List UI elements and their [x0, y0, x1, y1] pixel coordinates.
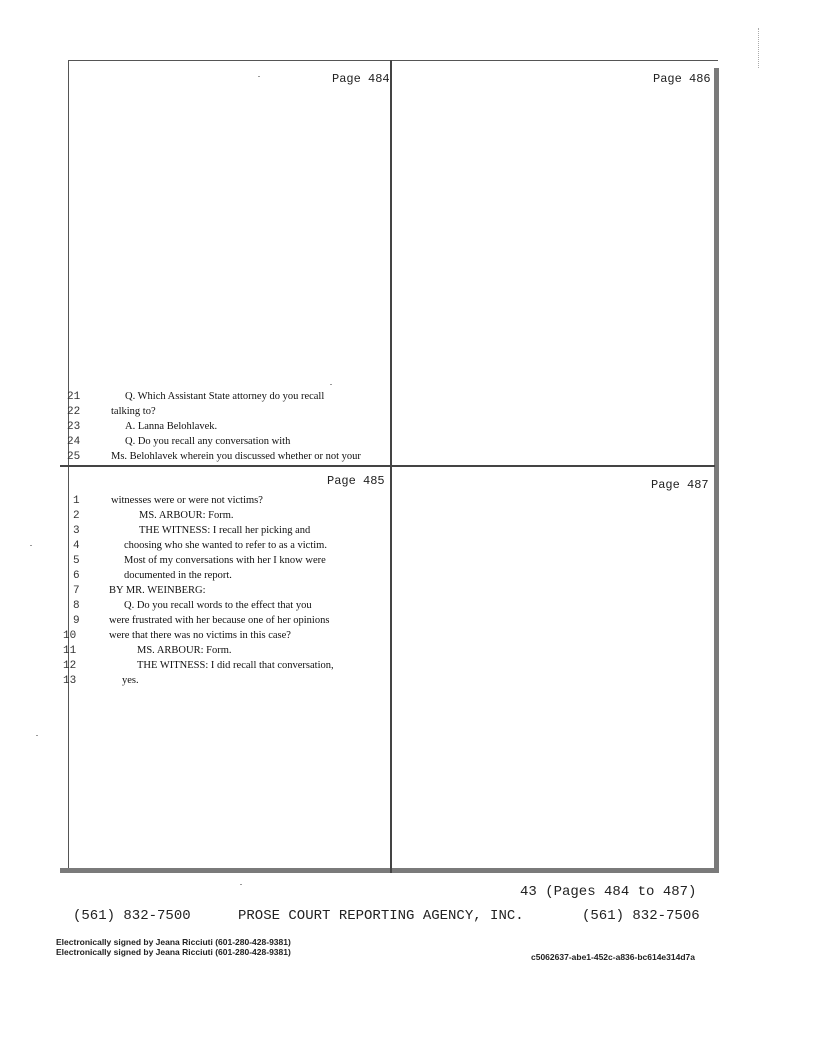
line-text: THE WITNESS: I recall her picking and — [139, 525, 311, 536]
scan-speck — [330, 384, 332, 385]
line-text: BY MR. WEINBERG: — [109, 585, 206, 596]
line-number: 24 — [67, 436, 81, 448]
line-text: Q. Which Assistant State attorney do you recall — [125, 391, 325, 402]
line-number: 5 — [73, 555, 80, 567]
document-hash: c5062637-abe1-452c-a836-bc614e314d7a — [531, 952, 695, 962]
page-487-header: Page 487 — [651, 478, 709, 492]
phone-right: (561) 832-7506 — [582, 908, 700, 924]
line-number: 9 — [73, 615, 80, 627]
page-484-header: Page 484 — [332, 72, 390, 86]
transcript-frame — [60, 60, 718, 873]
line-text: documented in the report. — [124, 570, 232, 581]
line-number: 8 — [73, 600, 80, 612]
scan-speck — [240, 884, 242, 885]
line-number: 2 — [73, 510, 80, 522]
line-text: THE WITNESS: I did recall that conversation, — [137, 660, 334, 671]
line-text: Q. Do you recall words to the effect that you — [124, 600, 312, 611]
frame-left-border — [68, 60, 69, 868]
line-text: Q. Do you recall any conversation with — [125, 436, 291, 447]
line-text: MS. ARBOUR: Form. — [139, 510, 234, 521]
frame-horizontal-divider — [60, 465, 715, 467]
line-number: 1 — [73, 495, 80, 507]
line-text: choosing who she wanted to refer to as a victim. — [124, 540, 327, 551]
line-number: 4 — [73, 540, 80, 552]
frame-right-border — [714, 68, 719, 873]
line-text: were that there was no victims in this case? — [109, 630, 291, 641]
scan-speck — [30, 545, 32, 546]
line-text: A. Lanna Belohlavek. — [125, 421, 218, 432]
signature-line-1: Electronically signed by Jeana Ricciuti (601-280-428-9381) — [56, 937, 291, 947]
line-number: 6 — [73, 570, 80, 582]
line-text: Ms. Belohlavek wherein you discussed whether or not your — [111, 451, 361, 462]
line-text: Most of my conversations with her I know were — [124, 555, 326, 566]
phone-left: (561) 832-7500 — [73, 908, 191, 924]
line-number: 23 — [67, 421, 81, 433]
line-text: witnesses were or were not victims? — [111, 495, 263, 506]
signature-line-2: Electronically signed by Jeana Ricciuti (601-280-428-9381) — [56, 947, 291, 957]
line-number: 3 — [73, 525, 80, 537]
page-486-header: Page 486 — [653, 72, 711, 86]
line-text: yes. — [122, 675, 139, 686]
line-number: 12 — [63, 660, 77, 672]
scan-speck — [258, 76, 260, 77]
line-text: talking to? — [111, 406, 156, 417]
line-number: 7 — [73, 585, 80, 597]
line-number: 13 — [63, 675, 77, 687]
line-text: MS. ARBOUR: Form. — [137, 645, 232, 656]
scan-speck — [36, 735, 38, 736]
agency-name: PROSE COURT REPORTING AGENCY, INC. — [238, 908, 524, 924]
line-number: 25 — [67, 451, 81, 463]
page-range-footer: 43 (Pages 484 to 487) — [520, 884, 697, 900]
frame-top-border — [68, 60, 718, 61]
line-number: 11 — [63, 645, 77, 657]
line-number: 10 — [63, 630, 77, 642]
scan-edge-mark — [758, 28, 760, 68]
page-485-header: Page 485 — [327, 474, 385, 488]
line-number: 22 — [67, 406, 81, 418]
line-number: 21 — [67, 391, 81, 403]
line-text: were frustrated with her because one of her opinions — [109, 615, 330, 626]
